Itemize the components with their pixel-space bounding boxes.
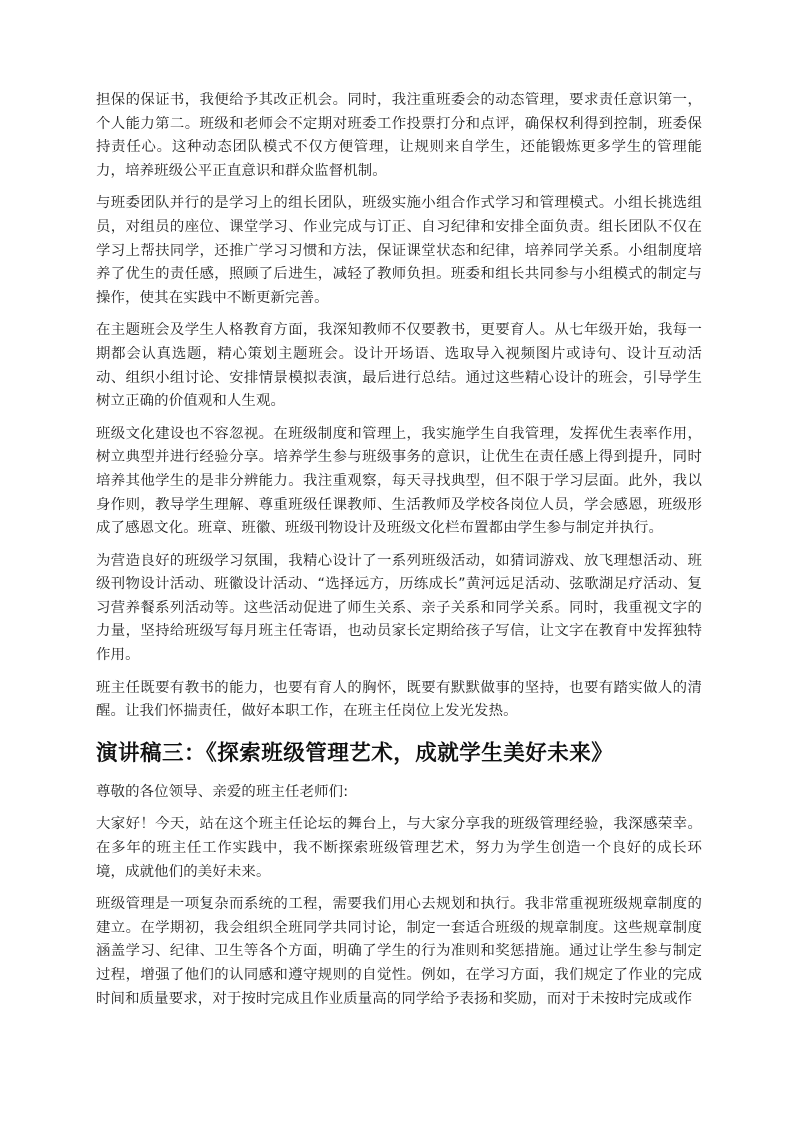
salutation: 尊敬的各位领导、亲爱的班主任老师们: xyxy=(96,783,349,800)
body-paragraph: 为营造良好的班级学习氛围，我精心设计了一系列班级活动，如猜词游戏、放飞理想活动、班级刊物设计活动、班徽设计活动、“选择远方，历练成长”黄河远足活动、弦歌湖足疗活动、复习营养餐系列活动等。这些活动促进了师生关系、亲子关系和同学关系。同时，我重视文字的力量，坚持给班级写每月班主任寄语，也动员家长定期给孩子写信，让文字在教育中发挥独特作用。 xyxy=(96,552,702,664)
body-paragraph: 班级管理是一项复杂而系统的工程，需要我们用心去规划和执行。我非常重视班级规章制度的建立。在学期初，我会组织全班同学共同讨论，制定一套适合班级的规章制度。这些规章制度涵盖学习、纪律、卫生等各个方面，明确了学生的行为准则和奖惩措施。通过让学生参与制定过程，增强了他们的认同感和遵守规则的自觉性。例如，在学习方面，我们规定了作业的完成时间和质量要求，对于按时完成且作业质量高的同学给予表扬和奖励，而对于未按时完成或作 xyxy=(96,896,702,1007)
body-paragraph: 班主任既要有教书的能力，也要有育人的胸怀，既要有默默做事的坚持，也要有踏实做人的清醒。让我们怀揣责任，做好本职工作，在班主任岗位上发光发热。 xyxy=(96,679,702,720)
document-body xyxy=(96,89,702,1020)
body-paragraph: 与班委团队并行的是学习上的组长团队，班级实施小组合作式学习和管理模式。小组长挑选组员，对组员的座位、课堂学习、作业完成与订正、自习纪律和安排全面负责。组长团队不仅在学习上帮扶同学，还推广学习习惯和方法，保证课堂状态和纪律，培养同学关系。小组制度培养了优生的责任感，照顾了后进生，减轻了教师负担。班委和组长共同参与小组模式的制定与操作，使其在实践中不断更新完善。 xyxy=(96,195,702,306)
body-paragraph: 担保的保证书，我便给予其改正机会。同时，我注重班委会的动态管理，要求责任意识第一，个人能力第二。班级和老师会不定期对班委工作投票打分和点评，确保权利得到控制，班委保持责任心。这种动态团队模式不仅方便管理，让规则来自学生，还能锻炼更多学生的管理能力，培养班级公平正直意识和群众监督机制。 xyxy=(96,92,702,179)
body-paragraph: 大家好！今天，站在这个班主任论坛的舞台上，与大家分享我的班级管理经验，我深感荣幸。在多年的班主任工作实践中，我不断探索班级管理艺术，努力为学生创造一个良好的成长环境，成就他们的美好未来。 xyxy=(96,816,702,880)
body-paragraph: 在主题班会及学生人格教育方面，我深知教师不仅要教书，更要育人。从七年级开始，我每一期都会认真选题，精心策划主题班会。设计开场语、选取导入视频图片或诗句、设计互动活动、组织小组讨论、安排情景模拟表演，最后进行总结。通过这些精心设计的班会，引导学生树立正确的价值观和人生观。 xyxy=(96,322,702,410)
body-paragraph: 班级文化建设也不容忽视。在班级制度和管理上，我实施学生自我管理，发挥优生表率作用，树立典型并进行经验分享。培养学生参与班级事务的意识，让优生在责任感上得到提升，同时培养其他学生的是非分辨能力。我注重观察，每天寻找典型，但不限于学习层面。此外，我以身作则，教导学生理解、尊重班级任课教师、生活教师及学校各岗位人员，学会感恩，班级形成了感恩文化。班章、班徽、班级刊物设计及班级文化栏布置都由学生参与制定并执行。 xyxy=(96,425,702,537)
section-heading: 演讲稿三：《探索班级管理艺术，成就学生美好未来》 xyxy=(96,740,614,766)
